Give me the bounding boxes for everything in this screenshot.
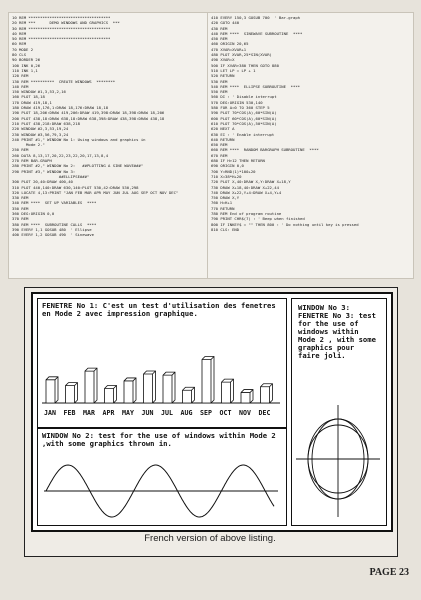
month-label: OCT (219, 409, 232, 417)
bar-jun (144, 371, 156, 403)
month-label: MAR (83, 409, 95, 417)
bar-oct (222, 379, 234, 403)
ellipse-plot (292, 401, 384, 521)
month-label: SEP (200, 409, 212, 417)
listing-left-text: 10 REM *********************************** 20 REM *** DEMO WINDOWS AND GRAPHICS *** 30 REM *********************************** 40 REM 50 REM *********************************** 60 REM 70 MODE 2 80 CLS 90 BORDER 26 100 INK 0,26 110 INK 1,1 120 REM 130 REM ********** CREATE WINDOWS ******** 140 REM 150 WINDOW #1,3,53,2,16 160 PLOT 18,18 170 DRAW 419,18,1 180 DRAW 419,176,1:DRAW 18,176:DRAW 18,18 190 PLOT 18,206:DRAW 419,206:DRAW 419,398:DRAW 18,398:DRAW 18,206 200 PLOT 438,18:DRAW 638,18:DRAW 638,398:DRAW 438,398:DRAW 438,18 210 PLOT 438,218:DRAW 638,218 220 WINDOW #2,3,53,19,24 230 WINDOW #3,56,79,3,24 240 PRINT #1," WINDOW No 1: Using windows and graphics in Mode 2." 250 REM 260 DATA 8,13,17,20,22,23,22,20,17,13,8,4 270 REM BAR-GRAPH 280 PRINT #2," WINDOW No 2: ##PLOTTING A SINE WAVE###" 290 PRINT #3," WINDOW No 3: ##ELLIPSE###" 300 PLOT 20,40:DRAW 400,40 310 PLOT 440,140:DRAW 630,140:PLOT 530,42:DRAW 530,298 320 LOCATE 4,13:PRINT "JAN FEB MAR APR MAY JUN JUL AUG SEP OCT NOV DEC" 330 REM 340 REM **** SET UP VARIABLES **** 350 REM 360 DEG:ORIGIN 0,0 370 REM 380 REM **** SUBROUTINE CALLS **** 390 EVERY 1,1 GOSUB 480 ' Ellipse 400 EVERY 1,2 GOSUB 490 ' Sinewave (12, 15, 179, 238)
listing-right-text: 410 EVERY 150,3 GOSUB 700 ' Bar-graph 420 GOTO 440 430 REM 440 REM **** SINEWAVE SUBROUTINE **** 450 REM 460 ORIGIN 20,65 470 XVAR=XVAR+1 480 PLOT XVAR,25*SIN(XVAR) 490 XVAR=X 500 IF XVAR>380 THEN GOTO 880 510 LET LP = LP + 1 520 RETURN 530 REM 540 REM **** ELLIPSE SUBROUTINE **** 550 REM 560 DI : ' Disable interrupt 570 DEG:ORIGIN 530,140 580 FOR A=0 TO 360 STEP 5 590 PLOT 70*COS(A),60*SIN(A) 600 PLOT 60*COS(A),60*SIN(A) 610 PLOT 70*COS(A),50*SIN(A) 620 NEXT A 630 EI : ' Enable interrupt 640 RETURN 650 REM 660 REM **** RANDOM BARGRAPH SUBROUTINE **** 670 REM 680 IF H>12 THEN RETURN 690 ORIGIN 0,0 700 Y=RND(1)*100+20 710 X=38*H+20 720 PLOT X,40:DRAW X,Y:DRAW X+18,Y 730 DRAW X+18,40:DRAW X+22,44 740 DRAW X+22,Y+4:DRAW X+4,Y+4 750 DRAW X,Y 760 H=H+1 770 RETURN 780 REM End of program routine 790 PRINT CHR$(7) : ' Beep when finished 800 IF INKEY$ = "" THEN 800 : ' Do nothing until key is pressed 810 CLS: END (211, 15, 359, 232)
month-label: FEB (63, 409, 76, 417)
month-label: JAN (44, 409, 56, 417)
screen-output (31, 292, 393, 532)
window-2 (37, 428, 287, 526)
figure-caption: French version of above listing. (144, 533, 276, 544)
bar-graph (38, 341, 284, 425)
month-label: AUG (180, 409, 193, 417)
bar-may (124, 378, 136, 403)
month-label: JUN (141, 409, 154, 417)
bar-jul (163, 372, 175, 403)
window-3 (291, 298, 387, 526)
page-number: PAGE 23 (369, 567, 409, 578)
window-2-text: WINDOW No 2: test for the use of windows within Mode 2 ,with some graphics thrown in. (42, 431, 276, 448)
month-label: APR (102, 409, 115, 417)
program-listing-right (207, 12, 414, 279)
sine-wave-plot (38, 459, 284, 523)
bar-sep (202, 357, 214, 404)
month-label: MAY (122, 409, 134, 417)
month-label: JUL (161, 409, 173, 417)
window-1-text: FENETRE No 1: C'est un test d'utilisation des fenetres en Mode 2 avec impression graphique. (42, 301, 276, 318)
window-3-text: WINDOW No 3: FENETRE No 3: test for the use of windows within Mode 2 , with some graphics pour faire joli. (298, 303, 376, 360)
program-listing-left (8, 12, 208, 279)
month-label: NOV (239, 409, 251, 417)
bar-mar (85, 368, 97, 403)
bar-jan (46, 377, 58, 403)
month-label: DEC (258, 409, 271, 417)
window-1 (37, 298, 287, 428)
